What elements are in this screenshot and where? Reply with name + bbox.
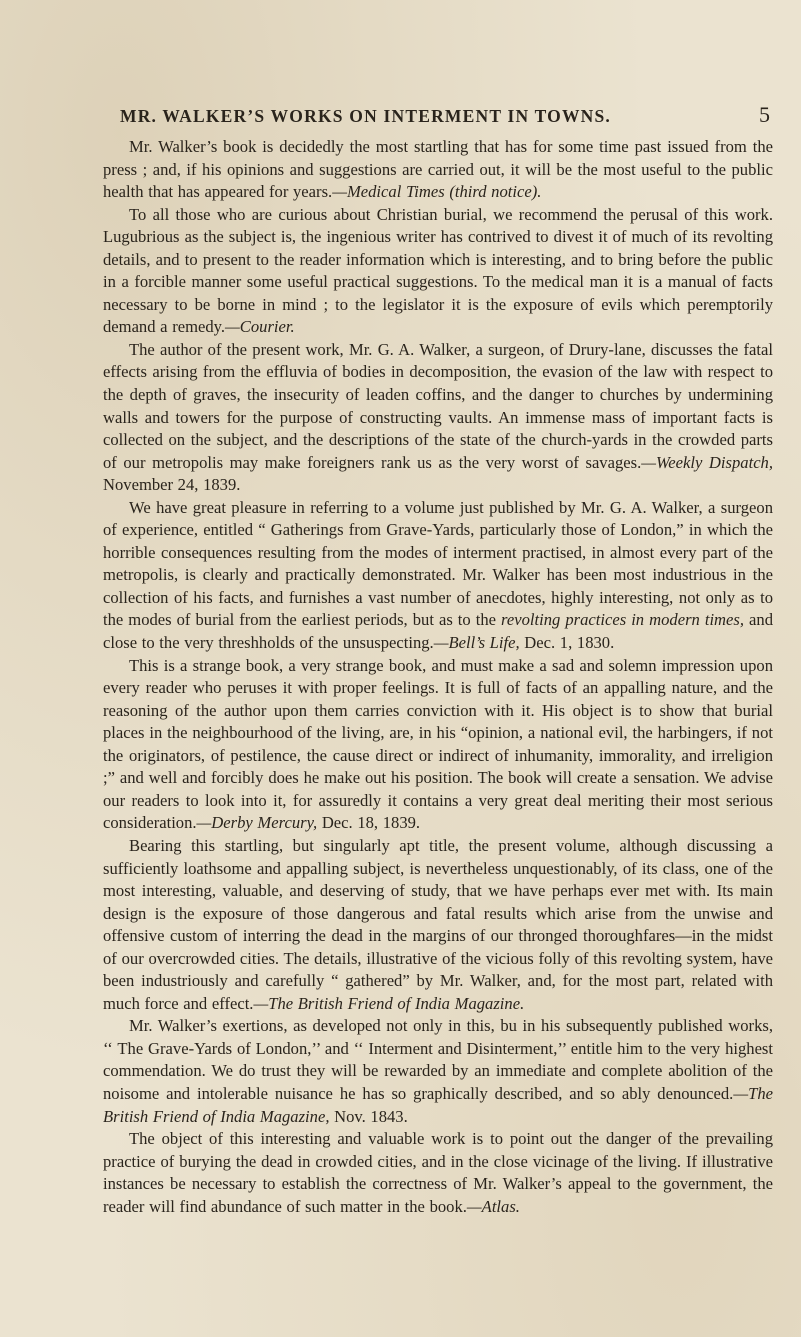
review-excerpts xyxy=(103,136,773,1218)
review-date: Nov. 1843. xyxy=(329,1106,408,1126)
review-text: To all those who are curious about Christian burial, we recommend the perusal of this work. Lugubrious as the subject is, the ingenious writer has contrived to divest it of much of its revolting details, and to present to the reader information which is interesting, and to bring before the public in a forcible manner some useful practical suggestions. To the medical man it is a manual of facts necessary to be borne in mind ; to the legislator it is the exposure of evils which peremptorily demand a remedy. xyxy=(103,204,773,337)
review-source: —The British Friend of India Magazine, xyxy=(103,1083,773,1126)
review-paragraph-weekly-dispatch xyxy=(103,339,773,497)
review-paragraph-british-friend-1 xyxy=(103,835,773,1015)
review-date: Dec. 1, 1830. xyxy=(519,633,615,653)
review-emphasis: revolting practices in modern times, xyxy=(501,610,745,630)
review-text: We have great pleasure in referring to a volume just published by Mr. G. A. Walker, a surgeon of experience, entitled “ Gatherings from Grave-Yards, particularly those of London,” in which the horrible consequences resulting from the modes of interment practised, in almost every part of the metropolis, is clearly and practically demonstrated. Mr. Walker has been most industrious in the collection of his facts, and furnishes a vast number of anecdotes, highly interesting, not only as to the modes of burial from the earliest periods, but as to the xyxy=(103,497,773,630)
review-paragraph-medical-times xyxy=(103,136,773,204)
review-text: Bearing this startling, but singularly apt title, the present volume, although discussing a sufficiently loathsome and appalling subject, is nevertheless unquestionably, of its class, one of the most interesting, valuable, and deserving of study, that we have perhaps ever met with. Its main design is the exposure of those dangerous and fatal results which arise from the unwise and offensive custom of interring the dead in the margins of our thronged thoroughfares—in the midst of our overcrowded cities. The details, illustrative of the vicious folly of this revolting system, have been industriously and carefully “ gathered” by Mr. Walker, and, for the most part, related with much force and effect. xyxy=(103,835,773,1013)
page-number: 5 xyxy=(759,102,770,127)
review-date: Dec. 18, 1839. xyxy=(317,813,421,833)
review-paragraph-bells-life xyxy=(103,497,773,655)
review-source: —Medical Times (third notice). xyxy=(332,182,542,202)
review-text-continued: and close to the very threshholds of the unsuspecting. xyxy=(103,610,773,653)
review-paragraph-british-friend-2 xyxy=(103,1015,773,1128)
review-date: November 24, 1839. xyxy=(103,475,241,495)
review-source: —Courier. xyxy=(225,317,295,337)
review-source: —Bell’s Life, xyxy=(433,633,520,653)
review-source: —Atlas. xyxy=(466,1196,520,1216)
review-text: This is a strange book, a very strange book, and must make a sad and solemn impression upon every reader who peruses it with proper feelings. It is full of facts of an appalling nature, and the reasoning of the author upon them carries conviction with it. His object is to show that burial places in the neighbourhood of the living, are, in his “opinion, a national evil, the harbingers, if not the originators, of pestilence, the cause direct or indirect of inhumanity, immorality, and irreligion ;” and well and forcibly does he make out his position. The book will create a sensation. We advise our readers to look into it, for assuredly it contains a very great deal meriting their most serious consideration. xyxy=(103,655,773,833)
review-paragraph-atlas xyxy=(103,1128,773,1218)
review-text: The object of this interesting and valuable work is to point out the danger of the prevailing practice of burying the dead in crowded cities, and in the close vicinage of the living. If illustrative instances be necessary to establish the correctness of Mr. Walker’s appeal to the government, the reader will find abundance of such matter in the book. xyxy=(103,1129,773,1216)
review-source: —Derby Mercury, xyxy=(196,813,318,833)
running-title: MR. WALKER’S WORKS ON INTERMENT IN TOWNS. xyxy=(120,106,612,126)
review-paragraph-courier xyxy=(103,204,773,339)
review-source: —Weekly Dispatch, xyxy=(641,452,774,472)
review-text: Mr. Walker’s exertions, as developed not only in this, bu in his subsequently published works, ‘‘ The Grave-Yards of London,’’ and ‘‘ Interment and Disinterment,’’ entitle him to the very highest commendation. We do trust they will be rewarded by an immediate and complete abolition of the noisome and intolerable nuisance he has so graphically described, and so ably denounced. xyxy=(103,1016,773,1103)
review-source: —The British Friend of India Magazine. xyxy=(253,993,525,1013)
review-text: Mr. Walker’s book is decidedly the most startling that has for some time past issued from the press ; and, if his opinions and suggestions are carried out, it will be the most useful to the public health that has appeared for years. xyxy=(103,137,773,202)
review-paragraph-derby-mercury xyxy=(103,655,773,835)
page-header xyxy=(120,102,770,130)
review-text: The author of the present work, Mr. G. A. Walker, a surgeon, of Drury-lane, discusses the fatal effects arising from the effluvia of bodies in decomposition, the evasion of the law with respect to the depth of graves, the insecurity of leaden coffins, and the danger to churches by undermining walls and towers for the purpose of constructing vaults. An immense mass of important facts is collected on the subject, and the descriptions of the state of the church-yards in the crowded parts of our metropolis may make foreigners rank us as the very worst of savages. xyxy=(103,339,773,472)
